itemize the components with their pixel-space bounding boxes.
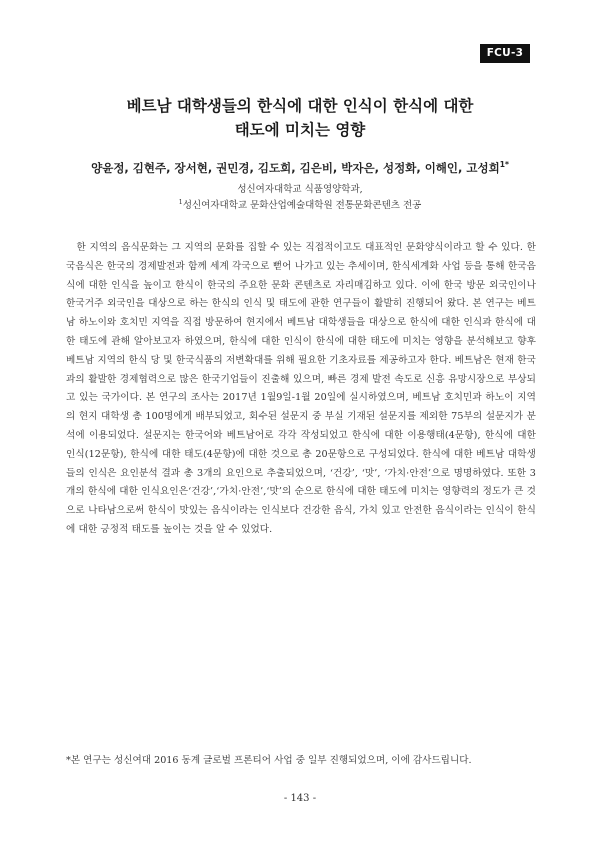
acknowledgement-footnote: *본 연구는 성신여대 2016 동계 글로벌 프론티어 사업 중 일부 진행되었으며, 이에 감사드립니다. [66, 755, 472, 766]
author-list [0, 160, 600, 176]
affiliation-mark: 1 [178, 197, 183, 206]
affiliation-secondary [0, 197, 600, 211]
page-number: - 143 - [283, 793, 317, 804]
session-code-badge: FCU-3 [480, 44, 530, 63]
affiliation-secondary-text: 성신여자대학교 문화산업예술대학원 전통문화콘텐츠 전공 [182, 200, 422, 211]
corresponding-author-mark: 1* [499, 160, 509, 170]
affiliation-primary: 성신여자대학교 식품영양학과, [237, 184, 363, 195]
paper-title-line-2: 태도에 미치는 영향 [234, 121, 366, 139]
abstract-body: 한 지역의 음식문화는 그 지역의 문화를 집할 수 있는 직접적이고도 대표적인 문화양식이라고 할 수 있다. 한국음식은 한국의 경제발전과 함께 세계 각국으로 뻗어 나가고 있는 추세이며, 한식세계화 사업 등을 통해 한국음식에 대한 인식을 높이고 한식이 한국의 주요한 문화 콘텐츠로 자리매김하고 있다. 이에 한국 방문 외국인이나 한국거주 외국인을 대상으로 하는 한식의 인식 및 태도에 관한 연구들이 활발히 진행되어 왔다. 본 연구는 베트남 하노이와 호치민 지역을 직접 방문하여 현지에서 베트남 대학생들을 대상으로 한식에 대한 인식과 한식에 대한 태도에 관해 알아보고자 하였으며, 한식에 대한 인식이 한식에 대한 태도에 미치는 영향을 분석해보고 향후 베트남 지역의 한식 당 및 한국식품의 저변확대를 위해 필요한 기초자료를 제공하고자 한다. 베트남은 현재 한국과의 활발한 경제협력으로 많은 한국기업들이 진출해 있으며, 빠른 경제 발전 속도로 신흥 유망시장으로 부상되고 있는 국가이다. 본 연구의 조사는 2017년 1월9일-1월 20일에 실시하였으며, 베트남 호치민과 하노이 지역의 현지 대학생 총 100명에게 배부되었고, 회수된 설문지 중 부실 기재된 설문지를 제외한 75부의 설문지가 분석에 이용되었다. 설문지는 한국어와 베트남어로 각각 작성되었고 한식에 대한 이용행태(4문항), 한식에 대한 인식(12문항), 한식에 대한 태도(4문항)에 대한 것으로 총 20문항으로 구성되었다. 한식에 대한 베트남 대학생들의 인식은 요인분석 결과 총 3개의 요인으로 추출되었으며, ‘건강’, ‘맛’, ‘가치·안전’으로 명명하였다. 또한 3개의 한식에 대한 인식요인은‘건강’,‘가치·안전’,‘맛’의 순으로 한식에 대한 태도에 미치는 영향력의 정도가 큰 것으로 나타남으로써 한식이 맛있는 음식이라는 인식보다 건강한 음식, 가치 있고 안전한 음식이라는 인식이 한식에 대한 긍정적 태도를 높이는 것을 알 수 있었다. [66, 242, 536, 535]
paper-title-line-1: 베트남 대학생들의 한식에 대한 인식이 한식에 대한 [126, 97, 474, 115]
author-names: 양윤정, 김현주, 장서현, 권민경, 김도희, 김은비, 박자은, 성정화, 이해인, 고성희 [91, 161, 500, 175]
